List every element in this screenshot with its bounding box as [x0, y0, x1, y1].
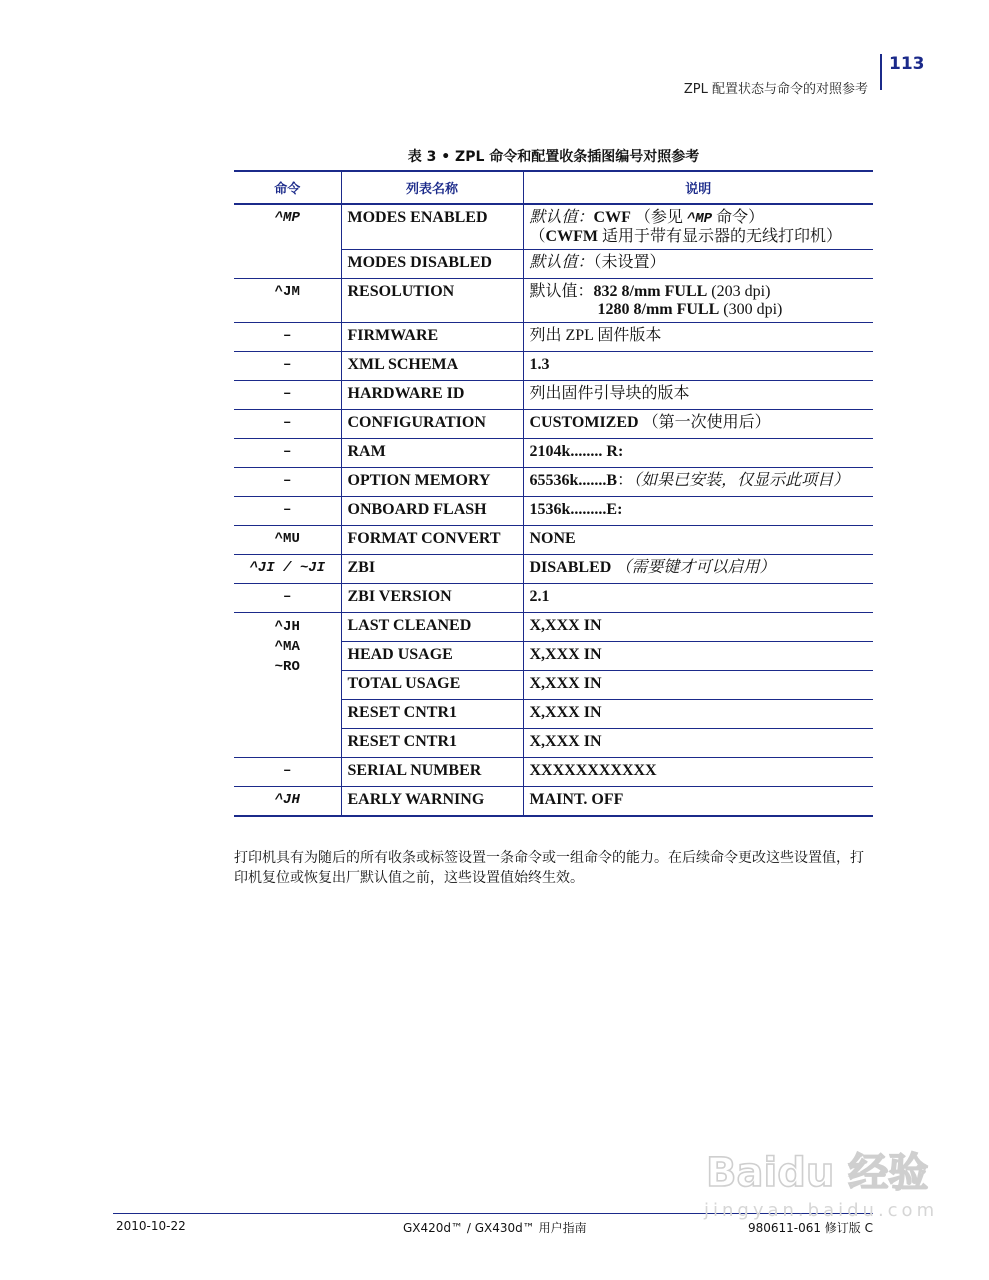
list-name-cell: CONFIGURATION	[341, 410, 523, 439]
description-cell: MAINT. OFF	[523, 787, 873, 817]
command-cell: –	[234, 584, 341, 613]
table-row	[234, 758, 873, 787]
column-header-description: 说明	[523, 171, 873, 204]
footer-doc-number: 980611-061 修订版 C	[747, 1221, 873, 1235]
list-name-cell: ZBI	[341, 555, 523, 584]
section-title: ZPL 配置状态与命令的对照参考	[683, 82, 868, 97]
list-name-cell: TOTAL USAGE	[341, 671, 523, 700]
description-cell: 1.3	[523, 352, 873, 381]
header-divider	[880, 54, 882, 90]
description-cell: 1536k.........E:	[523, 497, 873, 526]
description-cell: 默认值：832 8/mm FULL (203 dpi) 1280 8/mm FULL (300 dpi)	[523, 279, 873, 323]
table-row	[234, 439, 873, 468]
table-row	[234, 381, 873, 410]
reference-table	[234, 170, 873, 817]
table-row	[234, 204, 873, 250]
table-row	[234, 352, 873, 381]
command-cell: –	[234, 352, 341, 381]
table-row	[234, 468, 873, 497]
list-name-cell: HEAD USAGE	[341, 642, 523, 671]
description-cell: 默认值：（未设置）	[523, 250, 873, 279]
list-name-cell: RESOLUTION	[341, 279, 523, 323]
description-cell: X,XXX IN	[523, 700, 873, 729]
list-name-cell: EARLY WARNING	[341, 787, 523, 817]
command-cell: –	[234, 410, 341, 439]
description-cell: DISABLED （需要键才可以启用）	[523, 555, 873, 584]
list-name-cell: FIRMWARE	[341, 323, 523, 352]
list-name-cell: MODES DISABLED	[341, 250, 523, 279]
description-cell: X,XXX IN	[523, 671, 873, 700]
table-row	[234, 787, 873, 817]
list-name-cell: ZBI VERSION	[341, 584, 523, 613]
table-caption: 表 3 • ZPL 命令和配置收条插图编号对照参考	[407, 149, 700, 165]
table-row	[234, 526, 873, 555]
command-cell: ^JH ^MA ~RO	[234, 613, 341, 758]
footer-date: 2010-10-22	[116, 1219, 186, 1233]
description-cell: 2104k........ R:	[523, 439, 873, 468]
list-name-cell: SERIAL NUMBER	[341, 758, 523, 787]
description-cell: 2.1	[523, 584, 873, 613]
command-cell: –	[234, 758, 341, 787]
footer-title: GX420d™ / GX430d™ 用户指南	[403, 1221, 587, 1235]
list-name-cell: RESET CNTR1	[341, 700, 523, 729]
command-cell: ^MP	[234, 204, 341, 279]
command-cell: –	[234, 439, 341, 468]
description-cell: 65536k.......B：（如果已安装，仅显示此项目）	[523, 468, 873, 497]
watermark-logo-text: Baidu 经验	[706, 1150, 929, 1196]
watermark-url: jingyan.baidu.com	[704, 1200, 939, 1221]
description-cell: 列出固件引导块的版本	[523, 381, 873, 410]
description-cell: NONE	[523, 526, 873, 555]
list-name-cell: XML SCHEMA	[341, 352, 523, 381]
list-name-cell: RESET CNTR1	[341, 729, 523, 758]
description-cell: X,XXX IN	[523, 729, 873, 758]
table-row	[234, 497, 873, 526]
page-number: 113	[889, 54, 925, 74]
list-name-cell: OPTION MEMORY	[341, 468, 523, 497]
table-row	[234, 323, 873, 352]
command-cell: ^JH	[234, 787, 341, 817]
table-row	[234, 410, 873, 439]
description-cell: X,XXX IN	[523, 613, 873, 642]
description-cell: XXXXXXXXXXX	[523, 758, 873, 787]
table-row	[234, 555, 873, 584]
table-row	[234, 279, 873, 323]
list-name-cell: HARDWARE ID	[341, 381, 523, 410]
command-cell: –	[234, 468, 341, 497]
description-cell: CUSTOMIZED （第一次使用后）	[523, 410, 873, 439]
table-row	[234, 613, 873, 642]
column-header-list-name: 列表名称	[341, 171, 523, 204]
list-name-cell: ONBOARD FLASH	[341, 497, 523, 526]
list-name-cell: FORMAT CONVERT	[341, 526, 523, 555]
command-cell: –	[234, 497, 341, 526]
list-name-cell: RAM	[341, 439, 523, 468]
column-header-command: 命令	[234, 171, 341, 204]
command-cell: ^JM	[234, 279, 341, 323]
command-cell: –	[234, 381, 341, 410]
table-header-row	[234, 171, 873, 204]
command-cell: ^JI / ~JI	[234, 555, 341, 584]
description-cell: 列出 ZPL 固件版本	[523, 323, 873, 352]
command-cell: –	[234, 323, 341, 352]
body-paragraph: 打印机具有为随后的所有收条或标签设置一条命令或一组命令的能力。在后续命令更改这些设置值，打印机复位或恢复出厂默认值之前，这些设置值始终生效。	[234, 850, 864, 886]
table-row	[234, 584, 873, 613]
description-cell: 默认值：CWF （参见 ^MP 命令） （CWFM 适用于带有显示器的无线打印机）	[523, 204, 873, 250]
list-name-cell: MODES ENABLED	[341, 204, 523, 250]
command-cell: ^MU	[234, 526, 341, 555]
description-cell: X,XXX IN	[523, 642, 873, 671]
list-name-cell: LAST CLEANED	[341, 613, 523, 642]
